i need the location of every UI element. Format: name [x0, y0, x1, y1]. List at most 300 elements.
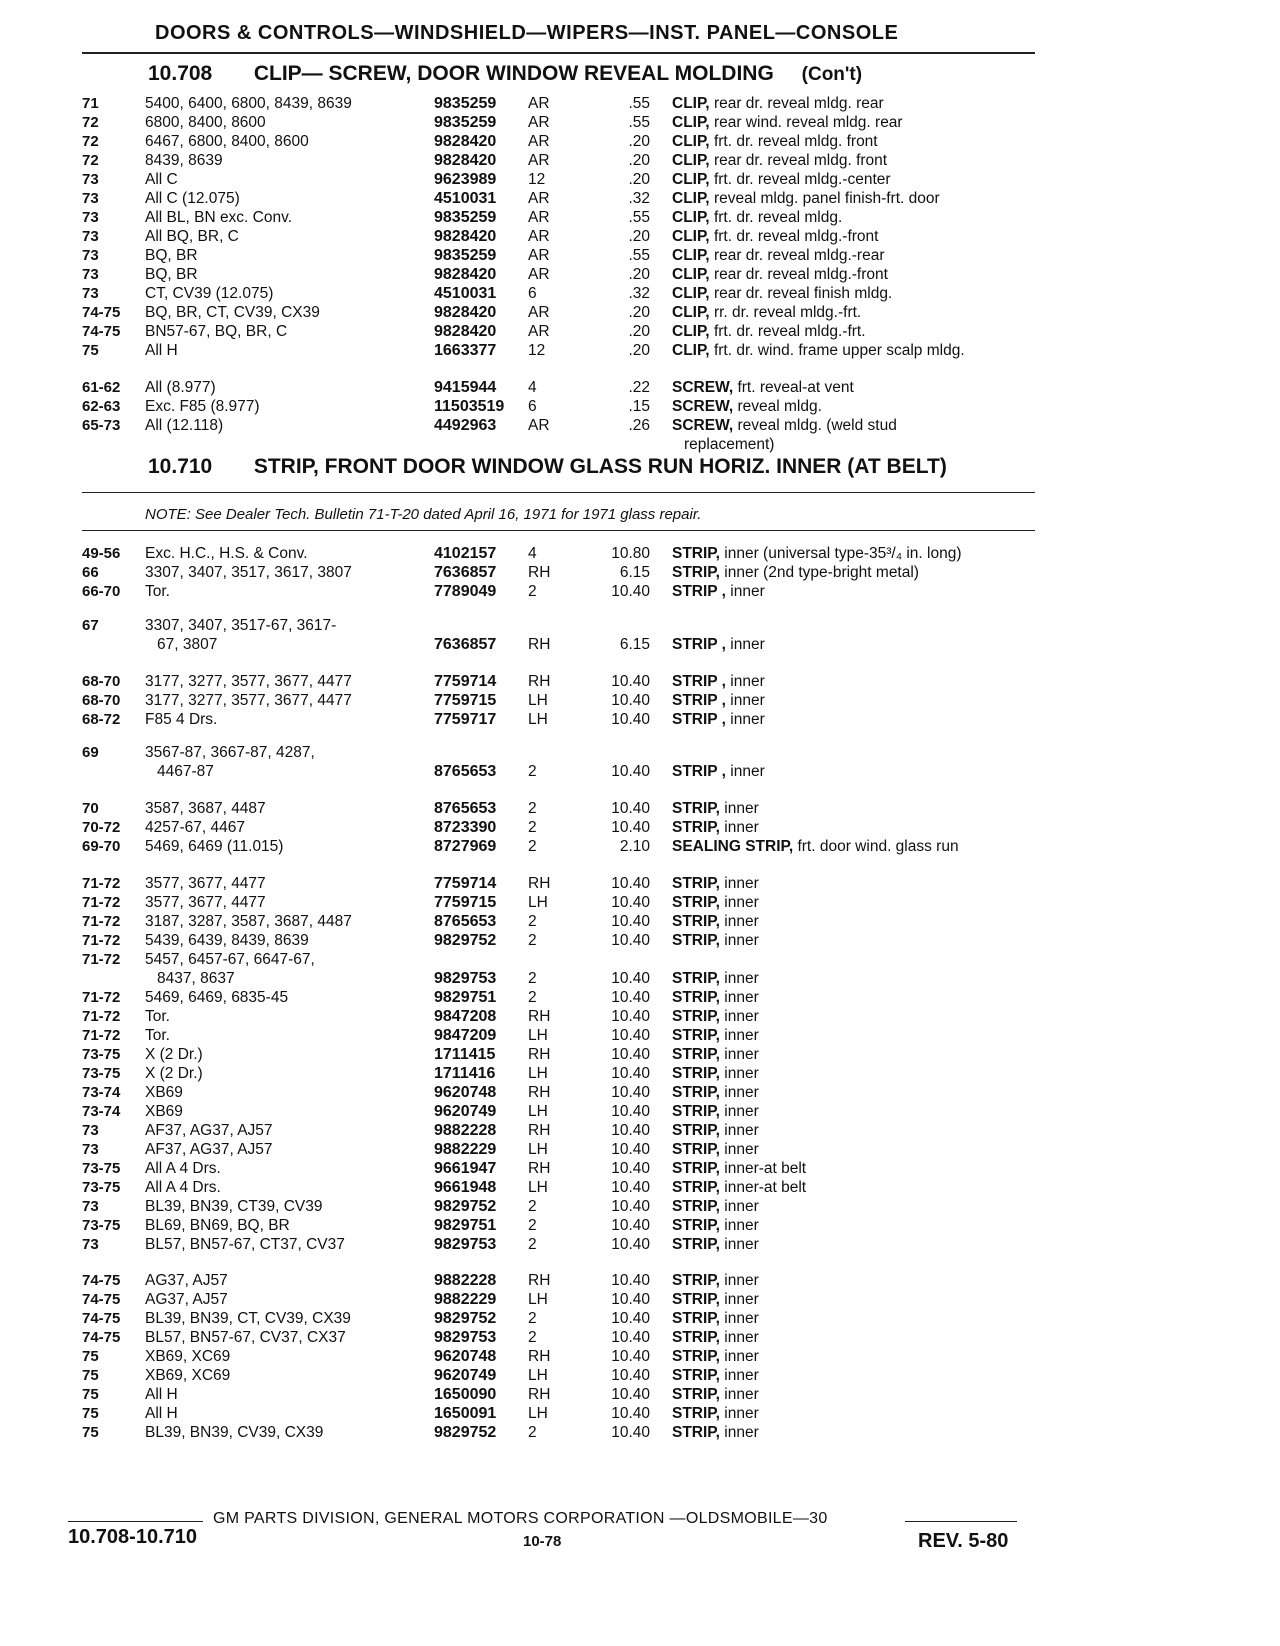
application-text: BL39, BN39, CV39, CX39 [145, 1424, 327, 1441]
description [672, 170, 1027, 189]
description-text [672, 583, 769, 600]
part-number: 9829753 [434, 1236, 497, 1253]
model-year: 75 [82, 1405, 99, 1422]
part-name: STRIP , [672, 692, 726, 709]
model-year: 73-74 [82, 1084, 121, 1101]
description [672, 912, 1027, 931]
table-row [0, 189, 1280, 208]
application-text: BL39, BN39, CT39, CV39 [145, 1198, 327, 1215]
part-description: inner [724, 1217, 759, 1234]
description-text [672, 228, 882, 245]
part-number: 9828420 [434, 228, 497, 245]
part-description: rr. dr. reveal mldg.-frt. [713, 304, 862, 321]
description-text [672, 190, 944, 207]
price: .20 [628, 133, 650, 150]
table-row [0, 1102, 1280, 1121]
quantity: LH [528, 692, 548, 709]
table-row [0, 1271, 1280, 1290]
part-number: 9882229 [434, 1291, 497, 1308]
part-name: STRIP, [672, 989, 720, 1006]
application-text: XB69, XC69 [145, 1348, 234, 1365]
application-text: 5469, 6469 (11.015) [145, 838, 287, 855]
quantity: AR [528, 114, 550, 131]
part-description: rear dr. reveal mldg. front [713, 152, 888, 169]
application-text: All H [145, 342, 182, 359]
description [672, 1271, 1027, 1290]
description [672, 1178, 1027, 1197]
table-row [0, 544, 1280, 563]
table-row [0, 1235, 1280, 1254]
description-text [672, 379, 858, 396]
application [145, 1083, 415, 1102]
model-year: 69 [82, 744, 99, 761]
model-year: 75 [82, 1424, 99, 1441]
part-number: 1650090 [434, 1386, 497, 1403]
part-description: inner [724, 913, 759, 930]
price: 10.40 [611, 1272, 650, 1289]
description-text [672, 1198, 763, 1215]
price: 10.40 [611, 1348, 650, 1365]
application [145, 1121, 415, 1140]
table-row [0, 563, 1280, 582]
part-description: inner [724, 894, 759, 911]
part-number: 1711416 [434, 1065, 496, 1082]
part-description: inner [724, 970, 759, 987]
part-description: inner [724, 1027, 759, 1044]
description-text [672, 152, 891, 169]
part-number: 7759714 [434, 875, 497, 892]
part-name: CLIP, [672, 190, 710, 207]
application-text: 3177, 3277, 3577, 3677, 4477 [145, 692, 356, 709]
description-text [672, 932, 763, 949]
table-row [0, 1216, 1280, 1235]
part-description: inner (universal type-35³/₄ in. long) [724, 545, 962, 562]
model-year: 71-72 [82, 989, 121, 1006]
table-row-continuation-top [0, 616, 1280, 635]
model-year: 74-75 [82, 1310, 121, 1327]
model-year: 49-56 [82, 545, 121, 562]
application [145, 1385, 415, 1404]
application-text: 6467, 6800, 8400, 8600 [145, 133, 313, 150]
application-text: BL69, BN69, BQ, BR [145, 1217, 294, 1234]
part-number: 9829752 [434, 1310, 497, 1327]
model-year: 73 [82, 190, 99, 207]
price: 10.40 [611, 913, 650, 930]
part-name: STRIP, [672, 932, 720, 949]
table-row [0, 931, 1280, 950]
model-year: 72 [82, 133, 99, 150]
quantity: 2 [528, 1310, 537, 1327]
quantity: 6 [528, 285, 537, 302]
model-year: 73 [82, 266, 99, 283]
part-number: 9882228 [434, 1272, 497, 1289]
application [145, 1197, 415, 1216]
part-description: inner [730, 692, 765, 709]
price: 10.40 [611, 763, 650, 780]
part-number: 9828420 [434, 323, 497, 340]
part-number: 9829753 [434, 970, 497, 987]
part-number: 9415944 [434, 379, 497, 396]
quantity: 2 [528, 913, 537, 930]
quantity: RH [528, 1084, 551, 1101]
application-text: 3587, 3687, 4487 [145, 800, 270, 817]
model-year: 71 [82, 95, 99, 112]
application [145, 563, 415, 582]
application-text: All H [145, 1386, 182, 1403]
application-text: 4257-67, 4467 [145, 819, 249, 836]
description [672, 672, 1027, 691]
description-text [672, 763, 769, 780]
description [672, 635, 1027, 654]
table-row [0, 893, 1280, 912]
application [145, 1423, 415, 1442]
price: 10.40 [611, 583, 650, 600]
price: .15 [628, 398, 650, 415]
price: 10.40 [611, 711, 650, 728]
part-name: STRIP, [672, 1046, 720, 1063]
quantity: 4 [528, 379, 537, 396]
description [672, 1404, 1027, 1423]
description-text [672, 1065, 763, 1082]
quantity: AR [528, 190, 550, 207]
price: .55 [628, 95, 650, 112]
price: 10.40 [611, 1329, 650, 1346]
application-text: All (12.118) [145, 417, 227, 434]
price: 10.40 [611, 1291, 650, 1308]
price: .55 [628, 247, 650, 264]
quantity: AR [528, 209, 550, 226]
part-number: 9828420 [434, 133, 497, 150]
table-row [0, 635, 1280, 654]
price: 10.40 [611, 1310, 650, 1327]
table-row [0, 265, 1280, 284]
quantity: LH [528, 1103, 548, 1120]
application-text: X (2 Dr.) [145, 1065, 207, 1082]
part-name: CLIP, [672, 342, 710, 359]
price: .55 [628, 114, 650, 131]
description-text [672, 133, 882, 150]
application-text: XB69, XC69 [145, 1367, 234, 1384]
price: .20 [628, 171, 650, 188]
application-text: 67, 3807 [157, 636, 221, 653]
application [145, 1102, 415, 1121]
application-text: BN57-67, BQ, BR, C [145, 323, 291, 340]
application-text: 3577, 3677, 4477 [145, 875, 270, 892]
description-text [672, 1424, 763, 1441]
part-number: 7636857 [434, 636, 497, 653]
part-name: STRIP, [672, 913, 720, 930]
quantity: 2 [528, 763, 537, 780]
price: 10.40 [611, 800, 650, 817]
part-number: 1650091 [434, 1405, 497, 1422]
description [672, 1045, 1027, 1064]
application [145, 544, 415, 563]
price: 10.40 [611, 1236, 650, 1253]
description [672, 1102, 1027, 1121]
price: 10.40 [611, 692, 650, 709]
part-name: SCREW, [672, 379, 734, 396]
price: .20 [628, 323, 650, 340]
description-text [672, 95, 888, 112]
table-row [0, 582, 1280, 601]
application-text: X (2 Dr.) [145, 1046, 207, 1063]
part-number: 1711415 [434, 1046, 496, 1063]
model-year: 73 [82, 1141, 99, 1158]
description [672, 284, 1027, 303]
dealer-note: NOTE: See Dealer Tech. Bulletin 71-T-20 dated April 16, 1971 for 1971 glass repair. [145, 506, 702, 523]
model-year: 73-75 [82, 1065, 121, 1082]
quantity: RH [528, 636, 551, 653]
quantity: 12 [528, 342, 546, 359]
price: .32 [628, 285, 650, 302]
price: .32 [628, 190, 650, 207]
application-text: Tor. [145, 1008, 174, 1025]
application [145, 799, 415, 818]
model-year: 72 [82, 114, 99, 131]
table-row [0, 1121, 1280, 1140]
quantity: AR [528, 304, 550, 321]
application [145, 582, 415, 601]
quantity: 4 [528, 545, 537, 562]
description [672, 1140, 1027, 1159]
application [145, 1045, 415, 1064]
quantity: LH [528, 894, 548, 911]
part-name: STRIP, [672, 1065, 720, 1082]
quantity: RH [528, 1348, 551, 1365]
quantity: LH [528, 711, 548, 728]
part-name: CLIP, [672, 152, 710, 169]
quantity: 12 [528, 171, 546, 188]
application-text: BL57, BN57-67, CV37, CX37 [145, 1329, 350, 1346]
part-description: inner [724, 1272, 759, 1289]
footer-section-range: 10.708-10.710 [68, 1526, 198, 1548]
table-row [0, 837, 1280, 856]
quantity: 2 [528, 583, 537, 600]
description-text [672, 1386, 763, 1403]
section-continued: (Con't) [801, 64, 863, 85]
part-number: 9835259 [434, 209, 497, 226]
part-description: inner [724, 1405, 759, 1422]
part-number: 7789049 [434, 583, 497, 600]
table-row [0, 322, 1280, 341]
application-text: 3307, 3407, 3517-67, 3617- [145, 617, 337, 634]
price: 10.40 [611, 673, 650, 690]
footer-publisher: GM PARTS DIVISION, GENERAL MOTORS CORPORATION —OLDSMOBILE—30 [213, 1510, 828, 1527]
model-year: 73 [82, 247, 99, 264]
description [672, 208, 1027, 227]
part-description: frt. dr. wind. frame upper scalp mldg. [713, 342, 965, 359]
description [672, 969, 1027, 988]
application [145, 635, 427, 654]
description-text [672, 564, 923, 581]
part-description: inner-at belt [724, 1179, 807, 1196]
application [145, 1007, 415, 1026]
part-description: inner-at belt [724, 1160, 807, 1177]
model-year: 71-72 [82, 1027, 121, 1044]
part-number: 4510031 [434, 285, 497, 302]
table-row [0, 710, 1280, 729]
application [145, 1309, 415, 1328]
price: 10.40 [611, 875, 650, 892]
quantity: LH [528, 1291, 548, 1308]
description [672, 246, 1027, 265]
part-description: inner [724, 1046, 759, 1063]
part-description: inner [724, 1291, 759, 1308]
section-title-10710 [148, 455, 947, 479]
description-text [672, 304, 865, 321]
application [145, 1366, 415, 1385]
table-row [0, 1404, 1280, 1423]
table-row [0, 818, 1280, 837]
description [672, 435, 1027, 454]
quantity: RH [528, 1008, 551, 1025]
part-number: 9829752 [434, 932, 497, 949]
part-name: CLIP, [672, 114, 710, 131]
part-number: 9620748 [434, 1348, 497, 1365]
part-number: 9835259 [434, 114, 497, 131]
application-text: 5457, 6457-67, 6647-67, [145, 951, 315, 968]
part-number: 9847209 [434, 1027, 497, 1044]
part-description: frt. dr. reveal mldg.-center [713, 171, 891, 188]
application-text: AG37, AJ57 [145, 1291, 232, 1308]
model-year: 73-75 [82, 1179, 121, 1196]
part-number: 9623989 [434, 171, 497, 188]
quantity: RH [528, 1272, 551, 1289]
quantity: 2 [528, 1198, 537, 1215]
model-year: 68-70 [82, 692, 121, 709]
part-number: 7636857 [434, 564, 497, 581]
application [145, 397, 415, 416]
model-year: 73 [82, 1198, 99, 1215]
model-year: 62-63 [82, 398, 121, 415]
table-row [0, 1178, 1280, 1197]
price: .55 [628, 209, 650, 226]
part-description: inner [724, 1122, 759, 1139]
application-text: AF37, AG37, AJ57 [145, 1141, 277, 1158]
part-description: inner [724, 1084, 759, 1101]
section-title-text: CLIP— SCREW, DOOR WINDOW REVEAL MOLDING [253, 62, 774, 85]
application-text: BL57, BN57-67, CT37, CV37 [145, 1236, 349, 1253]
part-description: inner [724, 1386, 759, 1403]
description-text [672, 1329, 763, 1346]
application-text: F85 4 Drs. [145, 711, 221, 728]
application-text: 5400, 6400, 6800, 8439, 8639 [145, 95, 356, 112]
table-row [0, 416, 1280, 435]
model-year: 73-75 [82, 1160, 121, 1177]
part-description: frt. dr. reveal mldg. [713, 209, 843, 226]
part-name: STRIP , [672, 711, 726, 728]
table-row [0, 1347, 1280, 1366]
table-row [0, 378, 1280, 397]
quantity: RH [528, 1160, 551, 1177]
description-text [672, 1236, 763, 1253]
part-description: inner [724, 1310, 759, 1327]
part-number: 4510031 [434, 190, 497, 207]
part-number: 9835259 [434, 247, 497, 264]
part-name: STRIP, [672, 1405, 720, 1422]
quantity: 2 [528, 1424, 537, 1441]
description-text [672, 800, 763, 817]
model-year: 69-70 [82, 838, 121, 855]
description-text [672, 1103, 763, 1120]
quantity: AR [528, 228, 550, 245]
note-rule [82, 530, 1035, 531]
quantity: AR [528, 323, 550, 340]
description-text [672, 692, 769, 709]
part-number: 7759717 [434, 711, 497, 728]
table-row [0, 170, 1280, 189]
part-description: inner [724, 989, 759, 1006]
description [672, 341, 1027, 360]
quantity: 2 [528, 800, 537, 817]
part-description: inner [724, 819, 759, 836]
application [145, 762, 427, 781]
description [672, 94, 1027, 113]
section-title-10708 [148, 62, 862, 86]
application [145, 151, 415, 170]
table-row [0, 969, 1280, 988]
part-name: STRIP, [672, 1008, 720, 1025]
part-name: CLIP, [672, 285, 710, 302]
price: .20 [628, 228, 650, 245]
application [145, 691, 415, 710]
description [672, 1328, 1027, 1347]
description-text [672, 1291, 763, 1308]
description [672, 1366, 1027, 1385]
application-text: 3567-87, 3667-87, 4287, [145, 744, 315, 761]
description [672, 1290, 1027, 1309]
description-text [672, 209, 846, 226]
part-description: reveal mldg. panel finish-frt. door [713, 190, 940, 207]
application [145, 874, 415, 893]
quantity: RH [528, 1122, 551, 1139]
part-description: inner [730, 711, 765, 728]
part-name: STRIP, [672, 1348, 720, 1365]
application [145, 1290, 415, 1309]
part-description: reveal mldg. (weld stud [737, 417, 897, 434]
part-name: STRIP, [672, 1084, 720, 1101]
model-year: 73 [82, 285, 99, 302]
description-text [672, 342, 969, 359]
part-number: 9620749 [434, 1367, 497, 1384]
description-text [672, 636, 769, 653]
part-description: inner [724, 1348, 759, 1365]
description [672, 544, 1027, 563]
application [145, 227, 415, 246]
section-number: 10.710 [148, 455, 213, 478]
part-number: 9829751 [434, 1217, 497, 1234]
application-text: XB69 [145, 1084, 187, 1101]
model-year: 65-73 [82, 417, 121, 434]
part-name: CLIP, [672, 228, 710, 245]
application-text: 6800, 8400, 8600 [145, 114, 270, 131]
application [145, 912, 415, 931]
description-text [672, 266, 892, 283]
model-year: 71-72 [82, 1008, 121, 1025]
part-name: STRIP, [672, 1141, 720, 1158]
application [145, 1347, 415, 1366]
price: 10.40 [611, 1065, 650, 1082]
model-year: 74-75 [82, 304, 121, 321]
price: .22 [628, 379, 650, 396]
model-year: 71-72 [82, 951, 121, 968]
description-text [672, 711, 769, 728]
part-name: STRIP, [672, 819, 720, 836]
part-name: CLIP, [672, 304, 710, 321]
price: 10.40 [611, 1141, 650, 1158]
description [672, 799, 1027, 818]
table-row-continuation [0, 435, 1280, 454]
